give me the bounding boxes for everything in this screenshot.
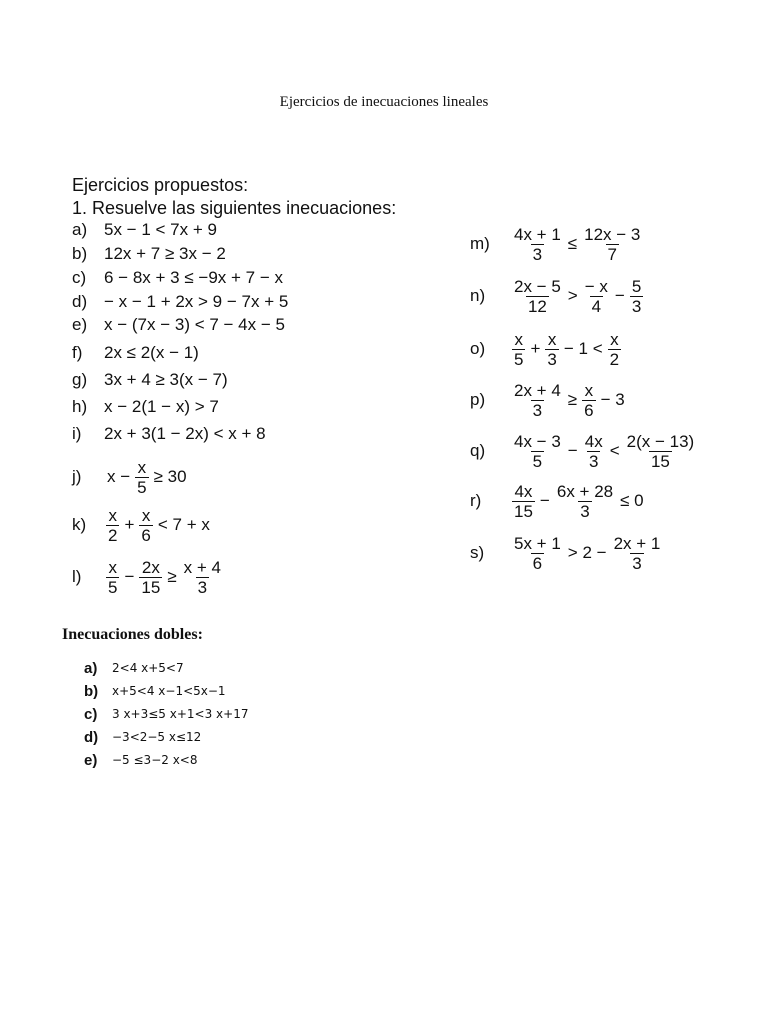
exercise-label: b) <box>72 244 88 263</box>
exercise-label: s) <box>470 543 485 562</box>
denominator: 3 <box>532 244 543 264</box>
denominator: 7 <box>607 244 617 264</box>
operator: − <box>539 491 550 510</box>
fraction <box>135 458 148 497</box>
expression-part: < 7 + x <box>157 515 210 534</box>
inequality: 2x + 3(1 − 2x) < x + 8 <box>104 424 266 443</box>
exercise-r <box>470 481 647 521</box>
numerator: 4x + 1 <box>514 224 561 244</box>
denominator: 12 <box>527 296 547 316</box>
fraction <box>625 432 697 471</box>
fraction <box>583 432 605 471</box>
numerator: 12x − 3 <box>584 224 641 244</box>
numerator: 4x − 3 <box>514 431 561 451</box>
numerator: 5x + 1 <box>514 533 561 553</box>
exercise-s <box>470 533 664 573</box>
inequality: x − 2(1 − x) > 7 <box>104 397 219 416</box>
fraction <box>139 558 162 597</box>
exercise-label: l) <box>72 567 82 586</box>
numerator: x <box>108 505 117 525</box>
exercise-label: b) <box>84 682 99 700</box>
numerator: 2(x − 13) <box>626 431 695 451</box>
exercise-label: q) <box>470 441 486 460</box>
numerator: 4x <box>514 481 533 501</box>
denominator: 5 <box>514 349 524 369</box>
fraction <box>512 534 563 573</box>
exercise-label: r) <box>470 491 482 510</box>
exercise-label: i) <box>72 424 82 443</box>
numerator: x <box>141 505 151 525</box>
exercise-n <box>470 276 645 316</box>
fraction <box>512 330 525 369</box>
expression-part: − 3 <box>600 390 625 409</box>
operator: ≥ <box>167 567 177 586</box>
denominator: 5 <box>108 577 118 597</box>
operator: − <box>614 286 625 305</box>
numerator: x <box>514 329 523 349</box>
exercise-label: j) <box>72 467 82 486</box>
double-exercise-b <box>84 680 226 702</box>
exercise-b <box>72 241 226 267</box>
operator: < <box>609 441 620 460</box>
operator: ≥ <box>567 390 578 409</box>
exercise-label: p) <box>470 390 486 409</box>
exercise-label: g) <box>72 370 88 389</box>
fraction <box>545 330 558 369</box>
exercise-i <box>72 421 266 447</box>
operator: > 2 − <box>567 543 607 562</box>
denominator: 5 <box>532 451 543 471</box>
exercise-label: k) <box>72 515 87 534</box>
numerator: x <box>108 557 117 577</box>
exercise-o <box>470 329 623 369</box>
denominator: 6 <box>532 553 543 573</box>
fraction <box>582 381 595 420</box>
exercise-m <box>470 224 644 264</box>
inequality: 2x ≤ 2(x − 1) <box>104 343 199 362</box>
numerator: 5 <box>631 276 642 296</box>
double-exercise-e <box>84 749 198 771</box>
numerator: − x <box>584 276 608 296</box>
numerator: 2x <box>141 557 160 577</box>
operator: > <box>567 286 578 305</box>
exercise-h <box>72 394 219 420</box>
operator: + <box>124 515 135 534</box>
fraction <box>512 381 563 420</box>
inequality: −3<2−5 x≤12 <box>112 730 202 744</box>
fraction <box>106 558 119 597</box>
inequality: 6 − 8x + 3 ≤ −9x + 7 − x <box>104 268 283 287</box>
inequality: 5x − 1 < 7x + 9 <box>104 220 217 239</box>
inequality: 2<4 x+5<7 <box>112 661 184 675</box>
page-title: Ejercicios de inecuaciones lineales <box>279 94 489 110</box>
fraction <box>139 506 152 545</box>
exercise-c <box>72 265 283 291</box>
numerator: x <box>610 329 619 349</box>
denominator: 2 <box>108 525 118 545</box>
inequality: 3x + 4 ≥ 3(x − 7) <box>104 370 228 389</box>
operator: − <box>567 441 578 460</box>
fraction <box>608 330 621 369</box>
numerator: 2x + 4 <box>514 380 561 400</box>
numerator: 2x + 1 <box>613 533 661 553</box>
inequality: x+5<4 x−1<5x−1 <box>112 684 226 698</box>
operator: ≤ <box>567 234 578 253</box>
denominator: 3 <box>580 501 590 521</box>
numerator: x + 4 <box>183 557 222 577</box>
exercise-p <box>470 380 628 420</box>
operator: + <box>530 339 541 358</box>
denominator: 15 <box>141 577 161 597</box>
fraction <box>612 534 663 573</box>
numerator: 4x <box>584 431 603 451</box>
denominator: 3 <box>632 553 642 573</box>
numerator: x <box>547 329 557 349</box>
exercise-label: c) <box>72 268 87 287</box>
inequality: 3 x+3≤5 x+1<3 x+17 <box>112 707 249 721</box>
denominator: 15 <box>650 451 670 471</box>
double-exercise-a <box>84 657 184 679</box>
denominator: 6 <box>141 525 151 545</box>
numerator: 6x + 28 <box>556 481 614 501</box>
fraction <box>512 225 563 264</box>
exercise-l <box>72 557 225 597</box>
exercise-f <box>72 340 199 366</box>
exercise-label: a) <box>72 220 88 239</box>
denominator: 3 <box>547 349 557 369</box>
denominator: 3 <box>197 577 208 597</box>
double-exercise-c <box>84 703 248 725</box>
expression-part: ≤ 0 <box>620 491 644 510</box>
exercise-q <box>470 431 698 471</box>
denominator: 6 <box>584 400 594 420</box>
denominator: 15 <box>514 501 533 521</box>
fraction <box>582 225 642 264</box>
exercise-label: d) <box>72 292 88 311</box>
operator: − <box>124 567 135 586</box>
denominator: 3 <box>532 400 543 420</box>
expression-part: x − <box>107 467 131 486</box>
fraction <box>106 506 119 545</box>
inequality: x − (7x − 3) < 7 − 4x − 5 <box>104 315 285 334</box>
inequality: − x − 1 + 2x > 9 − 7x + 5 <box>104 292 289 311</box>
exercise-g <box>72 367 228 393</box>
exercise-label: e) <box>72 315 88 334</box>
denominator: 2 <box>609 349 620 369</box>
exercise-label: c) <box>84 705 98 723</box>
fraction <box>555 482 615 521</box>
expression-part: ≥ 30 <box>153 467 187 486</box>
fraction <box>512 277 563 316</box>
fraction <box>182 558 223 597</box>
double-inequalities-heading: Inecuaciones dobles: <box>62 626 203 643</box>
numerator: x <box>584 380 594 400</box>
denominator: 3 <box>631 296 642 316</box>
denominator: 3 <box>588 451 599 471</box>
exercise-label: h) <box>72 397 88 416</box>
exercise-label: n) <box>470 286 486 305</box>
exercise-label: d) <box>84 728 99 746</box>
fraction <box>630 277 643 316</box>
numerator: x <box>137 457 147 477</box>
exercise-e <box>72 312 285 338</box>
exercise-label: m) <box>470 234 490 253</box>
denominator: 5 <box>137 477 147 497</box>
exercise-j <box>72 457 190 497</box>
inequality: −5 ≤3−2 x<8 <box>112 753 198 767</box>
numerator: 2x − 5 <box>514 276 561 296</box>
exercise-label: e) <box>84 751 98 769</box>
exercise-k <box>72 505 213 545</box>
exercise-instruction: 1. Resuelve las siguientes inecuaciones: <box>72 198 397 218</box>
fraction <box>512 482 535 521</box>
exercise-a <box>72 217 217 243</box>
exercise-label: o) <box>470 339 486 358</box>
double-exercise-d <box>84 726 201 748</box>
denominator: 4 <box>591 296 602 316</box>
inequality: 12x + 7 ≥ 3x − 2 <box>104 244 226 263</box>
fraction <box>512 432 563 471</box>
exercise-label: a) <box>84 659 98 677</box>
exercise-label: f) <box>72 343 83 362</box>
fraction <box>583 277 610 316</box>
operator: − 1 < <box>563 339 603 358</box>
section-heading: Ejercicios propuestos: <box>72 175 249 195</box>
